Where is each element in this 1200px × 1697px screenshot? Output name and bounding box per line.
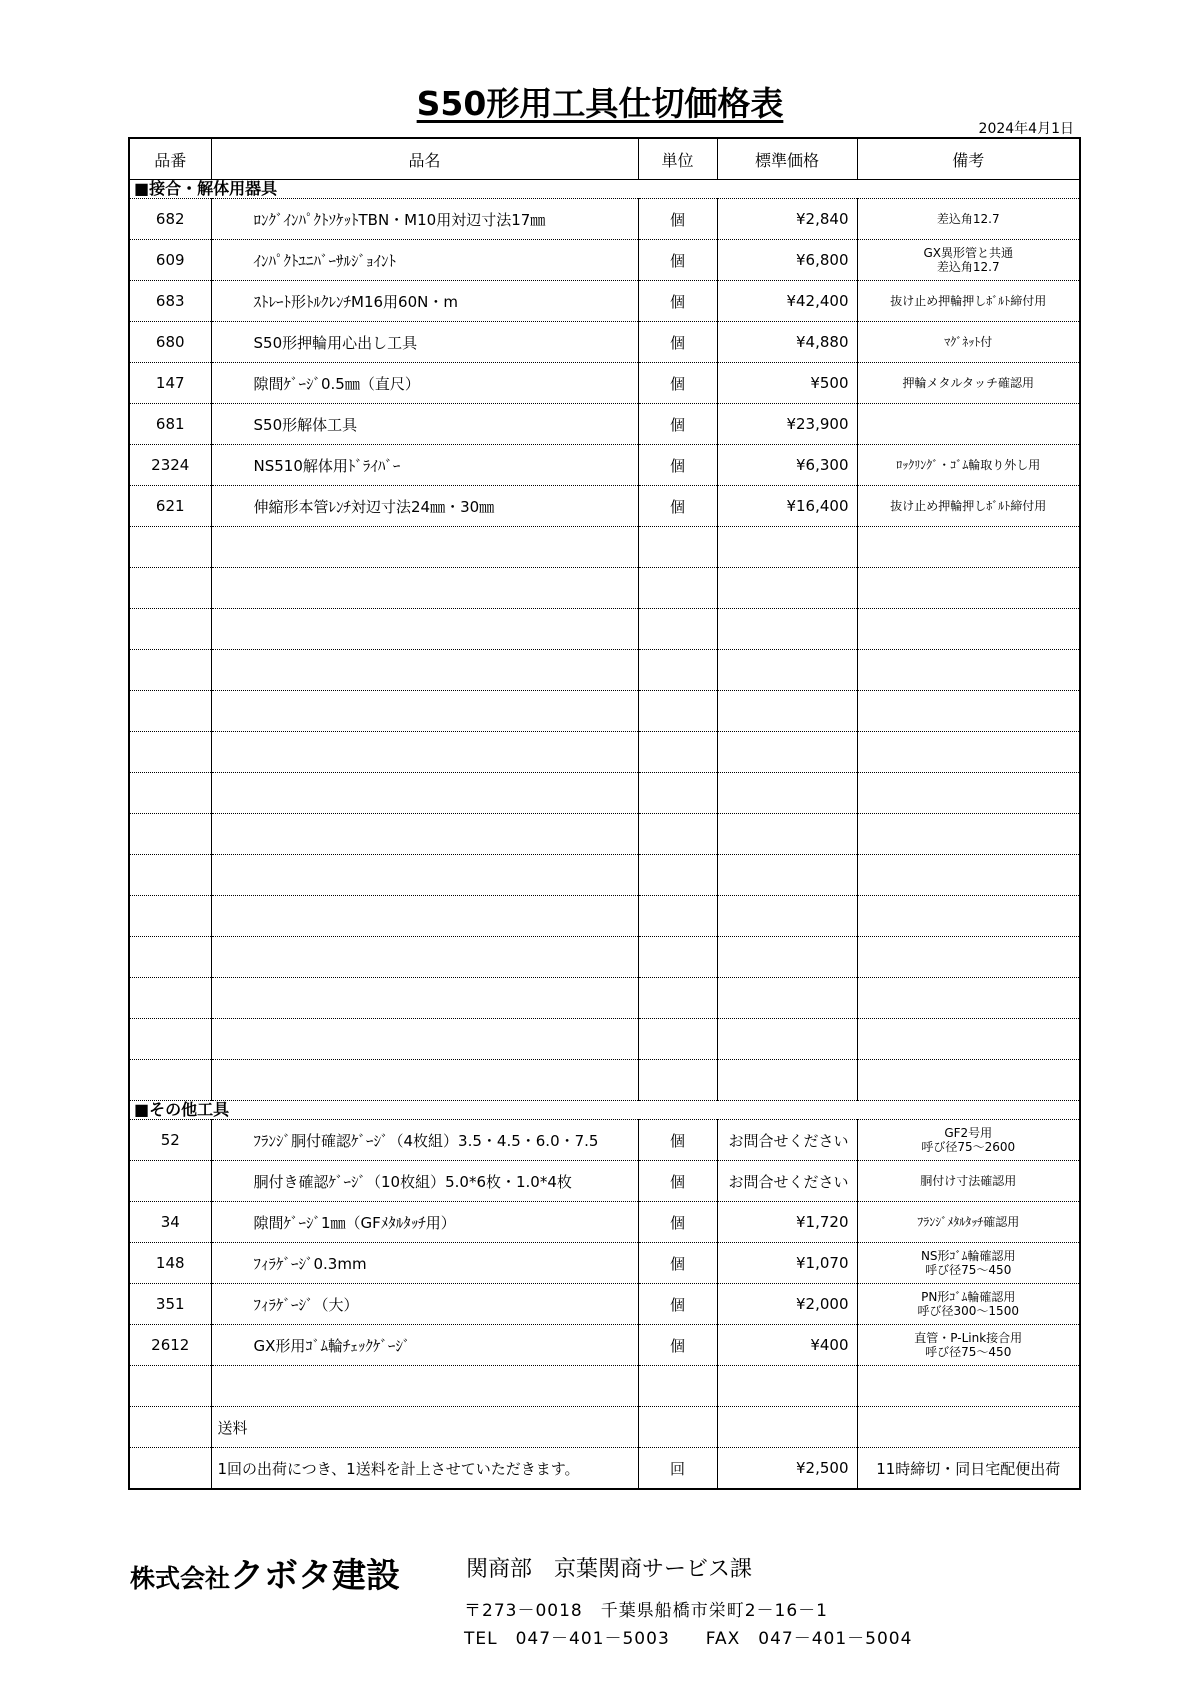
- empty-cell: [638, 650, 717, 691]
- empty-cell: [857, 978, 1080, 1019]
- empty-cell: [211, 773, 638, 814]
- address: 〒273－0018 千葉県船橋市栄町2－16－1: [464, 1601, 828, 1621]
- empty-cell: [717, 527, 857, 568]
- empty-row: [129, 814, 1080, 855]
- item-code: 680: [129, 322, 211, 363]
- empty-cell: [857, 568, 1080, 609]
- empty-cell: [211, 937, 638, 978]
- table-row: [129, 445, 1080, 486]
- item-unit: 個: [638, 1202, 717, 1243]
- item-name: 伸縮形本管ﾚﾝﾁ対辺寸法24㎜・30㎜: [211, 486, 638, 527]
- item-unit: 個: [638, 322, 717, 363]
- item-note: 抜け止め押輪押しﾎﾞﾙﾄ締付用: [857, 486, 1080, 527]
- empty-cell: [638, 691, 717, 732]
- empty-cell: [638, 732, 717, 773]
- item-code: 148: [129, 1243, 211, 1284]
- empty-cell: [857, 691, 1080, 732]
- empty-cell: [211, 609, 638, 650]
- empty-cell: [211, 1060, 638, 1101]
- item-note: NS形ｺﾞﾑ輪確認用 呼び径75～450: [857, 1243, 1080, 1284]
- empty-cell: [857, 937, 1080, 978]
- item-code: 52: [129, 1120, 211, 1161]
- item-code: 34: [129, 1202, 211, 1243]
- empty-row: [129, 855, 1080, 896]
- item-code: 681: [129, 404, 211, 445]
- empty-row: [129, 732, 1080, 773]
- empty-cell: [857, 1407, 1080, 1448]
- shipping-label: 送料: [211, 1407, 638, 1448]
- empty-cell: [717, 896, 857, 937]
- item-unit: 個: [638, 1243, 717, 1284]
- item-price: ¥1,070: [717, 1243, 857, 1284]
- empty-cell: [638, 1060, 717, 1101]
- item-note: 押輪メタルタッチ確認用: [857, 363, 1080, 404]
- item-note: ﾌﾗﾝｼﾞﾒﾀﾙﾀｯﾁ確認用: [857, 1202, 1080, 1243]
- item-code: 351: [129, 1284, 211, 1325]
- item-price: ¥6,800: [717, 240, 857, 281]
- empty-cell: [129, 773, 211, 814]
- item-code: 682: [129, 199, 211, 240]
- item-price: ¥23,900: [717, 404, 857, 445]
- empty-cell: [638, 937, 717, 978]
- header-name: 品名: [211, 138, 638, 180]
- item-note: [857, 404, 1080, 445]
- empty-cell: [857, 1366, 1080, 1407]
- empty-cell: [638, 1407, 717, 1448]
- empty-row: [129, 1366, 1080, 1407]
- item-code: 2324: [129, 445, 211, 486]
- empty-cell: [717, 773, 857, 814]
- empty-cell: [211, 978, 638, 1019]
- item-name: ﾌﾗﾝｼﾞ胴付確認ｹﾞｰｼﾞ（4枚組）3.5・4.5・6.0・7.5: [211, 1120, 638, 1161]
- empty-cell: [129, 896, 211, 937]
- empty-cell: [717, 1060, 857, 1101]
- item-price: ¥16,400: [717, 486, 857, 527]
- item-unit: 個: [638, 445, 717, 486]
- empty-cell: [129, 650, 211, 691]
- item-price: ¥2,000: [717, 1284, 857, 1325]
- table-row: [129, 1284, 1080, 1325]
- empty-row: [129, 609, 1080, 650]
- shipping-price: ¥2,500: [717, 1448, 857, 1490]
- table-row: [129, 1120, 1080, 1161]
- item-name: ｲﾝﾊﾟｸﾄﾕﾆﾊﾞｰｻﾙｼﾞｮｲﾝﾄ: [211, 240, 638, 281]
- table-row: [129, 240, 1080, 281]
- empty-cell: [211, 1019, 638, 1060]
- item-note: 直管・P-Link接合用 呼び径75～450: [857, 1325, 1080, 1366]
- item-price: ¥1,720: [717, 1202, 857, 1243]
- empty-cell: [129, 937, 211, 978]
- empty-cell: [717, 691, 857, 732]
- table-row: [129, 1202, 1080, 1243]
- item-price: ¥6,300: [717, 445, 857, 486]
- item-note: 差込角12.7: [857, 199, 1080, 240]
- empty-cell: [129, 609, 211, 650]
- table-row: [129, 1325, 1080, 1366]
- item-unit: 個: [638, 1284, 717, 1325]
- item-unit: 個: [638, 281, 717, 322]
- empty-row: [129, 896, 1080, 937]
- empty-cell: [717, 650, 857, 691]
- shipping-note: 11時締切・同日宅配便出荷: [857, 1448, 1080, 1490]
- item-note: 胴付け寸法確認用: [857, 1161, 1080, 1202]
- empty-cell: [857, 527, 1080, 568]
- item-unit: 個: [638, 1161, 717, 1202]
- item-code: [129, 1161, 211, 1202]
- empty-cell: [129, 1407, 211, 1448]
- item-name: 胴付き確認ｹﾞｰｼﾞ（10枚組）5.0*6枚・1.0*4枚: [211, 1161, 638, 1202]
- page-title: S50形用工具仕切価格表: [416, 84, 784, 123]
- item-note: ﾏｸﾞﾈｯﾄ付: [857, 322, 1080, 363]
- company-prefix: 株式会社: [130, 1564, 231, 1593]
- empty-row: [129, 527, 1080, 568]
- empty-cell: [717, 1019, 857, 1060]
- date: 2024年4月1日: [978, 121, 1074, 137]
- empty-row: [129, 1060, 1080, 1101]
- item-code: 683: [129, 281, 211, 322]
- empty-row: [129, 937, 1080, 978]
- item-code: 609: [129, 240, 211, 281]
- header-unit: 単位: [638, 138, 717, 180]
- empty-cell: [717, 568, 857, 609]
- item-name: GX形用ｺﾞﾑ輪ﾁｪｯｸｹﾞｰｼﾞ: [211, 1325, 638, 1366]
- phone-fax: TEL 047－401－5003 FAX 047－401－5004: [464, 1629, 913, 1649]
- price-table: [128, 137, 1081, 1490]
- empty-cell: [857, 732, 1080, 773]
- item-name: ﾛﾝｸﾞｲﾝﾊﾟｸﾄｿｹｯﾄTBN・M10用対辺寸法17㎜: [211, 199, 638, 240]
- empty-cell: [129, 855, 211, 896]
- shipping-text: 1回の出荷につき、1送料を計上させていただきます。: [211, 1448, 638, 1490]
- table-row: [129, 1243, 1080, 1284]
- item-note: GX異形管と共通 差込角12.7: [857, 240, 1080, 281]
- empty-cell: [857, 896, 1080, 937]
- section-label: ■接合・解体用器具: [129, 180, 1080, 199]
- item-price: ¥2,840: [717, 199, 857, 240]
- empty-cell: [129, 814, 211, 855]
- item-note: GF2号用 呼び径75～2600: [857, 1120, 1080, 1161]
- empty-cell: [129, 568, 211, 609]
- table-row: [129, 199, 1080, 240]
- empty-cell: [717, 814, 857, 855]
- empty-cell: [211, 855, 638, 896]
- empty-cell: [857, 650, 1080, 691]
- table-row: [129, 363, 1080, 404]
- empty-cell: [211, 814, 638, 855]
- empty-cell: [211, 896, 638, 937]
- empty-cell: [857, 609, 1080, 650]
- item-name: 隙間ｹﾞｰｼﾞ0.5㎜（直尺）: [211, 363, 638, 404]
- company-name: [130, 1548, 400, 1597]
- table-row: [129, 1161, 1080, 1202]
- item-name: ﾌｨﾗｹﾞｰｼﾞ0.3mm: [211, 1243, 638, 1284]
- empty-cell: [638, 773, 717, 814]
- empty-cell: [211, 732, 638, 773]
- empty-row: [129, 978, 1080, 1019]
- shipping-row: [129, 1448, 1080, 1490]
- empty-cell: [638, 814, 717, 855]
- empty-cell: [717, 609, 857, 650]
- empty-cell: [717, 1366, 857, 1407]
- empty-cell: [638, 896, 717, 937]
- empty-cell: [211, 1366, 638, 1407]
- empty-row: [129, 568, 1080, 609]
- item-unit: 個: [638, 363, 717, 404]
- empty-cell: [211, 527, 638, 568]
- table-row: [129, 281, 1080, 322]
- item-name: ﾌｨﾗｹﾞｰｼﾞ（大）: [211, 1284, 638, 1325]
- empty-cell: [129, 1448, 211, 1490]
- empty-cell: [129, 1060, 211, 1101]
- item-unit: 個: [638, 404, 717, 445]
- empty-cell: [638, 568, 717, 609]
- empty-cell: [129, 1019, 211, 1060]
- price-table-body: [129, 138, 1080, 1489]
- item-code: 147: [129, 363, 211, 404]
- section-header: [129, 180, 1080, 199]
- table-row: [129, 322, 1080, 363]
- item-unit: 個: [638, 199, 717, 240]
- empty-cell: [211, 691, 638, 732]
- section-label: ■その他工具: [129, 1101, 1080, 1120]
- item-note: 抜け止め押輪押しﾎﾞﾙﾄ締付用: [857, 281, 1080, 322]
- empty-cell: [129, 978, 211, 1019]
- empty-cell: [857, 1019, 1080, 1060]
- item-price: ¥500: [717, 363, 857, 404]
- empty-cell: [211, 568, 638, 609]
- item-code: 621: [129, 486, 211, 527]
- empty-row: [129, 773, 1080, 814]
- empty-cell: [638, 609, 717, 650]
- empty-cell: [129, 691, 211, 732]
- empty-cell: [638, 527, 717, 568]
- item-price: ¥42,400: [717, 281, 857, 322]
- item-price: ¥400: [717, 1325, 857, 1366]
- item-name: 隙間ｹﾞｰｼﾞ1㎜（GFﾒﾀﾙﾀｯﾁ用）: [211, 1202, 638, 1243]
- empty-cell: [717, 855, 857, 896]
- company-main: クボタ建設: [230, 1556, 401, 1596]
- section-header: [129, 1101, 1080, 1120]
- empty-cell: [129, 527, 211, 568]
- empty-cell: [717, 732, 857, 773]
- item-price: ¥4,880: [717, 322, 857, 363]
- empty-cell: [857, 1060, 1080, 1101]
- empty-row: [129, 1019, 1080, 1060]
- empty-cell: [638, 855, 717, 896]
- empty-cell: [717, 1407, 857, 1448]
- table-header: [129, 138, 1080, 180]
- item-price: お問合せください: [717, 1120, 857, 1161]
- item-name: S50形押輪用心出し工具: [211, 322, 638, 363]
- header-price: 標準価格: [717, 138, 857, 180]
- empty-cell: [857, 814, 1080, 855]
- department: 関商部 京葉関商サービス課: [466, 1557, 753, 1582]
- item-unit: 個: [638, 1120, 717, 1161]
- item-unit: 個: [638, 240, 717, 281]
- item-name: ｽﾄﾚｰﾄ形ﾄﾙｸﾚﾝﾁM16用60N・m: [211, 281, 638, 322]
- table-row: [129, 486, 1080, 527]
- table-row: [129, 404, 1080, 445]
- shipping-unit: 回: [638, 1448, 717, 1490]
- empty-cell: [638, 1019, 717, 1060]
- empty-cell: [717, 978, 857, 1019]
- item-code: 2612: [129, 1325, 211, 1366]
- header-code: 品番: [129, 138, 211, 180]
- empty-cell: [857, 855, 1080, 896]
- empty-row: [129, 691, 1080, 732]
- item-name: S50形解体工具: [211, 404, 638, 445]
- empty-cell: [857, 773, 1080, 814]
- empty-row: [129, 650, 1080, 691]
- item-unit: 個: [638, 486, 717, 527]
- item-name: NS510解体用ﾄﾞﾗｲﾊﾞｰ: [211, 445, 638, 486]
- item-note: ﾛｯｸﾘﾝｸﾞ・ｺﾞﾑ輪取り外し用: [857, 445, 1080, 486]
- empty-cell: [211, 650, 638, 691]
- header-note: 備考: [857, 138, 1080, 180]
- item-price: お問合せください: [717, 1161, 857, 1202]
- empty-cell: [129, 1366, 211, 1407]
- empty-cell: [638, 1366, 717, 1407]
- empty-cell: [638, 978, 717, 1019]
- item-unit: 個: [638, 1325, 717, 1366]
- shipping-label-row: [129, 1407, 1080, 1448]
- empty-cell: [717, 937, 857, 978]
- empty-cell: [129, 732, 211, 773]
- item-note: PN形ｺﾞﾑ輪確認用 呼び径300～1500: [857, 1284, 1080, 1325]
